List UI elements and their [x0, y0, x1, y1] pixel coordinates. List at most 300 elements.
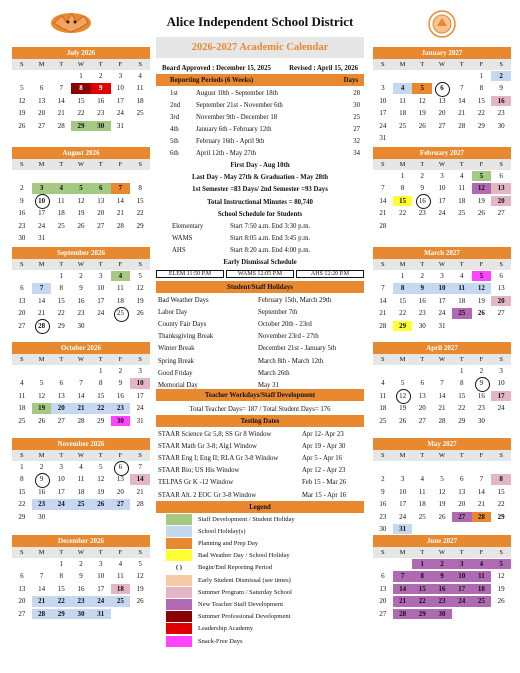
week-row: [12, 82, 150, 94]
day-cell: [393, 366, 413, 376]
holiday-row: [156, 318, 364, 330]
day-cell: 21: [458, 109, 466, 118]
day-cell: [111, 321, 131, 331]
day-cell: 2: [420, 172, 425, 180]
day-cell: 17: [438, 296, 446, 305]
day-cell: 4: [51, 183, 71, 193]
day-cell: 5: [472, 171, 492, 181]
day-cell: 15: [97, 391, 105, 400]
weekday-label: W: [77, 161, 85, 168]
weekday-label: M: [38, 61, 45, 68]
day-cell: [373, 71, 393, 81]
day-cell: 28: [379, 221, 387, 230]
day-cell: 25: [399, 121, 407, 130]
day-cell: 15: [458, 391, 466, 400]
week-row: [373, 377, 511, 389]
legend-item: [156, 586, 364, 598]
day-cell: [432, 524, 452, 534]
day-cell: 6: [20, 284, 24, 293]
reporting-row: [156, 87, 364, 99]
day-cell: 11: [117, 572, 124, 581]
weekday-label: M: [399, 452, 406, 459]
day-cell: 22: [136, 209, 144, 218]
day-cell: 15: [399, 296, 407, 305]
day-cell: [130, 512, 150, 522]
day-cell: [452, 133, 472, 143]
day-cell: 22: [399, 309, 407, 318]
day-cell: 19: [136, 296, 144, 305]
legend-item: [156, 623, 364, 635]
day-cell: 6: [39, 84, 44, 93]
day-cell: 1: [79, 72, 83, 80]
revised-date: Revised : April 15, 2026: [289, 64, 358, 72]
test-window: Apr 12 - Apr 23: [302, 467, 346, 475]
day-cell: 17: [97, 584, 105, 593]
weekday-label: S: [20, 261, 24, 268]
day-cell: 9: [432, 571, 452, 581]
weekday-label: S: [138, 356, 142, 363]
day-cell: 14: [116, 196, 124, 205]
day-cell: 12: [77, 196, 85, 205]
day-cell: 8: [400, 184, 405, 193]
day-cell: 26: [38, 416, 46, 425]
period-days: 27: [353, 125, 360, 133]
day-cell: 14: [130, 474, 150, 484]
day-cell: 3: [98, 560, 103, 568]
legend-swatch: ( ): [166, 562, 192, 573]
weekday-label: F: [118, 261, 123, 268]
weekday-label: W: [77, 261, 85, 268]
holiday-row: [156, 331, 364, 343]
week-row: [12, 461, 150, 473]
weekday-label: T: [98, 61, 103, 68]
day-cell: 28: [458, 121, 466, 130]
weekday-label: S: [499, 452, 503, 459]
day-cell: 24: [399, 512, 407, 521]
weekday-label: T: [59, 549, 64, 556]
day-cell: 5: [20, 84, 24, 93]
day-cell: 8: [138, 184, 142, 193]
reporting-row: [156, 111, 364, 123]
day-cell: 9: [79, 284, 83, 293]
day-cell: 8: [71, 83, 91, 93]
day-cell: 2: [79, 560, 83, 568]
day-cell: 9: [420, 184, 425, 193]
weekday-label: T: [420, 161, 425, 168]
holidays-header: Student/Staff Holidays: [156, 281, 364, 293]
day-cell: 10: [57, 475, 65, 484]
month-calendar: [373, 47, 511, 144]
day-cell: 31: [393, 524, 413, 534]
day-cell: 26: [136, 597, 144, 606]
day-cell: 9: [381, 487, 385, 496]
day-cell: 20: [116, 487, 124, 496]
month-calendar: [12, 247, 150, 332]
month-name: September 2026: [12, 247, 150, 259]
legend-item: [156, 635, 364, 647]
weekday-label: S: [381, 452, 385, 459]
day-cell: 30: [477, 416, 485, 425]
early-dismissal-times: [156, 268, 364, 279]
weekday-label: F: [118, 549, 123, 556]
day-cell: 3: [32, 183, 52, 193]
day-cell: 5: [472, 271, 492, 281]
schedule-title: School Schedule for Students: [217, 210, 303, 218]
weekday-header: [373, 450, 511, 461]
day-cell: [452, 71, 472, 81]
day-cell: [51, 71, 71, 81]
week-row: [12, 595, 150, 607]
day-cell: 8: [412, 571, 432, 581]
week-row: [373, 70, 511, 82]
month-calendar: [373, 147, 511, 232]
day-cell: [32, 171, 52, 181]
day-cell: 18: [18, 404, 26, 413]
day-cell: 4: [420, 475, 425, 484]
day-cell: 11: [399, 96, 406, 105]
day-cell: 18: [379, 404, 387, 413]
day-cell: [12, 271, 32, 281]
day-cell: 12: [136, 284, 144, 293]
day-cell: 24: [91, 596, 111, 606]
day-cell: [491, 462, 511, 472]
day-cell: [71, 366, 91, 376]
semester-days: 1st Semester =83 Days/ 2nd Semester =93 Days: [192, 185, 328, 193]
test-name: STAAR Bio; US His Window: [158, 467, 240, 475]
holiday-dates: March 26th: [258, 369, 290, 377]
week-row: [373, 207, 511, 219]
day-cell: 28: [77, 416, 85, 425]
period-number: 2nd: [170, 101, 181, 109]
day-cell: [393, 559, 413, 569]
weekday-header: [373, 547, 511, 558]
legend-item: [156, 525, 364, 537]
week-row: [373, 415, 511, 427]
day-cell: 11: [57, 196, 65, 205]
day-cell: 24: [452, 596, 472, 606]
weekday-label: W: [77, 356, 85, 363]
test-name: STAAR Eng I; Eng II; RLA Gr 3-8 Window: [158, 454, 279, 462]
day-cell: 18: [458, 296, 466, 305]
day-cell: 23: [418, 309, 426, 318]
legend-swatch: [166, 599, 192, 610]
week-row: [373, 461, 511, 473]
day-cell: 28: [32, 321, 52, 331]
week-row: [12, 232, 150, 244]
day-cell: [373, 271, 393, 281]
weekday-header: [12, 547, 150, 558]
week-row: [12, 390, 150, 402]
day-cell: 6: [59, 379, 64, 388]
weekday-label: S: [138, 452, 142, 459]
school-times: Start 8:05 a.m. End 3:45 p.m.: [230, 234, 311, 242]
week-row: [373, 473, 511, 485]
day-cell: 27: [497, 209, 505, 218]
day-cell: 12: [393, 391, 413, 401]
day-cell: [91, 321, 111, 331]
day-cell: 26: [399, 416, 407, 425]
day-cell: 27: [57, 416, 65, 425]
day-cell: [393, 462, 413, 472]
district-logo: [48, 10, 94, 36]
day-cell: [111, 233, 131, 243]
day-cell: [111, 512, 131, 522]
day-cell: 14: [458, 96, 466, 105]
day-cell: 17: [136, 391, 144, 400]
weekday-label: S: [20, 161, 24, 168]
day-cell: [412, 71, 432, 81]
day-cell: 21: [379, 209, 387, 218]
weekday-label: T: [459, 161, 464, 168]
week-row: [12, 583, 150, 595]
test-name: STAAR Math Gr 3-8; Alg1 Window: [158, 442, 257, 450]
day-cell: 25: [71, 499, 91, 509]
day-cell: [452, 321, 472, 331]
day-cell: 18: [57, 209, 65, 218]
holiday-dates: May 31: [258, 381, 279, 389]
school-name: AHS: [172, 246, 186, 254]
day-cell: 13: [379, 584, 387, 593]
day-cell: 7: [381, 184, 385, 193]
day-cell: 22: [399, 209, 407, 218]
day-cell: 14: [57, 96, 65, 105]
holiday-name: County Fair Days: [158, 320, 207, 328]
legend-item: [156, 537, 364, 549]
week-row: [373, 220, 511, 232]
month-calendar: [12, 535, 150, 620]
day-cell: 1: [400, 172, 405, 180]
week-row: [373, 95, 511, 107]
month-name: August 2026: [12, 147, 150, 159]
legend-swatch: [166, 550, 192, 561]
week-row: [373, 270, 511, 282]
day-cell: 19: [477, 296, 485, 305]
weekday-label: W: [438, 61, 446, 68]
day-cell: 16: [77, 296, 85, 305]
day-cell: [491, 321, 511, 331]
day-cell: 19: [97, 487, 105, 496]
day-cell: 13: [438, 96, 446, 105]
holiday-dates: February 15th, March 29th: [258, 296, 332, 304]
weekday-label: M: [38, 161, 45, 168]
day-cell: 20: [491, 296, 511, 306]
weekday-label: F: [118, 356, 123, 363]
day-cell: [393, 221, 413, 231]
day-cell: 1: [479, 72, 484, 80]
day-cell: [373, 559, 393, 569]
day-cell: [472, 133, 492, 143]
day-cell: 9: [412, 283, 432, 293]
period-dates: August 10th - September 18th: [196, 89, 278, 97]
week-row: [12, 170, 150, 182]
day-cell: 20: [38, 109, 46, 118]
day-cell: 4: [111, 271, 131, 281]
day-cell: 16: [412, 196, 432, 206]
day-cell: 19: [497, 584, 505, 593]
day-cell: 12: [18, 96, 26, 105]
weekday-header: [12, 159, 150, 170]
day-cell: 15: [57, 296, 65, 305]
day-cell: 10: [97, 284, 105, 293]
day-cell: 12: [472, 283, 492, 293]
day-cell: 5: [440, 475, 444, 484]
day-cell: 29: [97, 416, 105, 425]
day-cell: [373, 366, 393, 376]
day-cell: 29: [71, 121, 91, 131]
legend-swatch: [166, 611, 192, 622]
day-cell: 28: [136, 500, 144, 509]
day-cell: 24: [379, 121, 387, 130]
day-cell: [373, 462, 393, 472]
day-cell: 24: [38, 221, 46, 230]
day-cell: 25: [57, 221, 65, 230]
week-row: [12, 365, 150, 377]
week-row: [373, 120, 511, 132]
legend-item: [156, 574, 364, 586]
month-name: June 2027: [373, 535, 511, 547]
period-number: 1st: [170, 89, 178, 97]
week-row: [12, 486, 150, 498]
month-calendar: [373, 535, 511, 620]
weekday-label: F: [479, 356, 484, 363]
day-cell: 26: [438, 512, 446, 521]
week-row: [373, 170, 511, 182]
day-cell: [32, 271, 52, 281]
day-cell: 29: [412, 609, 432, 619]
day-cell: 21: [477, 500, 485, 509]
day-cell: 22: [91, 403, 111, 413]
legend-label: Snack-Free Days: [198, 637, 243, 645]
weekday-label: M: [399, 356, 406, 363]
weekday-label: S: [20, 452, 24, 459]
day-cell: 28: [393, 609, 413, 619]
day-cell: [111, 171, 131, 181]
day-cell: 3: [499, 367, 503, 375]
test-name: STAAR Science Gr 5,8; SS Gr 8 Window: [158, 430, 272, 438]
week-row: [373, 107, 511, 119]
early-dismissal-title: Early Dismissal Schedule: [223, 259, 297, 266]
period-days: 30: [353, 101, 360, 109]
day-cell: 29: [477, 121, 485, 130]
day-cell: 10: [452, 571, 472, 581]
reporting-row: [156, 135, 364, 147]
day-cell: 8: [459, 379, 464, 388]
day-cell: 30: [432, 609, 452, 619]
weekday-label: M: [399, 161, 406, 168]
weekday-label: W: [77, 549, 85, 556]
legend-label: School Holiday(s): [198, 527, 246, 535]
day-cell: 4: [381, 379, 385, 388]
legend-label: New Teacher Staff Development: [198, 600, 284, 608]
period-days: 25: [353, 113, 360, 121]
day-cell: 3: [400, 475, 405, 484]
day-cell: 10: [438, 184, 446, 193]
day-cell: 19: [418, 109, 426, 118]
day-cell: 16: [116, 391, 124, 400]
day-cell: 6: [91, 183, 111, 193]
weekday-label: S: [138, 161, 142, 168]
legend-item: [156, 598, 364, 610]
day-cell: 22: [412, 596, 432, 606]
week-row: [12, 473, 150, 485]
school-name: Elementary: [172, 222, 204, 230]
day-cell: 7: [459, 84, 464, 93]
holiday-dates: September 7th: [258, 308, 298, 316]
day-cell: 4: [393, 83, 413, 93]
testing-row: [156, 477, 364, 489]
day-cell: 22: [458, 404, 466, 413]
weekday-label: M: [38, 452, 45, 459]
test-name: TELPAS Gr K -12 Window: [158, 479, 234, 487]
day-cell: 13: [18, 584, 26, 593]
reporting-row: [156, 99, 364, 111]
day-cell: 11: [77, 475, 85, 484]
weekday-label: F: [479, 161, 484, 168]
reporting-row: [156, 123, 364, 135]
day-cell: [452, 524, 472, 534]
day-cell: 16: [418, 296, 426, 305]
day-cell: 1: [59, 272, 64, 280]
day-cell: 12: [38, 391, 46, 400]
weekday-label: T: [459, 452, 464, 459]
day-cell: 1: [400, 272, 405, 280]
day-cell: 15: [18, 487, 26, 496]
month-calendar: [12, 438, 150, 523]
legend-swatch: [166, 636, 192, 647]
day-cell: 24: [51, 499, 71, 509]
day-cell: [432, 366, 452, 376]
weekday-label: F: [479, 452, 484, 459]
schedule-row: [156, 244, 364, 256]
weekday-label: F: [118, 161, 123, 168]
weekday-header: [373, 259, 511, 270]
day-cell: 22: [77, 109, 85, 118]
weekday-label: S: [138, 61, 142, 68]
day-cell: 8: [20, 475, 24, 484]
day-cell: 12: [438, 487, 446, 496]
day-cell: 7: [138, 463, 142, 471]
test-window: Apr 5 - Apr 16: [302, 454, 343, 462]
period-dates: November 9th - December 18: [196, 113, 278, 121]
day-cell: [412, 221, 432, 231]
day-cell: 6: [432, 83, 452, 93]
day-cell: 2: [39, 463, 44, 471]
day-cell: 20: [379, 597, 387, 606]
day-cell: 8: [59, 284, 64, 293]
holiday-dates: December 21st - January 5th: [258, 345, 337, 353]
day-cell: [71, 512, 91, 522]
day-cell: 27: [18, 609, 26, 618]
day-cell: 6: [420, 379, 425, 388]
legend-swatch: [166, 575, 192, 586]
day-cell: 30: [71, 609, 91, 619]
day-cell: [71, 233, 91, 243]
day-cell: 5: [412, 83, 432, 93]
day-cell: [472, 524, 492, 534]
day-cell: 10: [116, 84, 124, 93]
day-cell: 20: [18, 597, 26, 606]
week-row: [12, 511, 150, 523]
day-cell: 23: [97, 109, 105, 118]
period-dates: September 21st - November 6th: [196, 101, 283, 109]
day-cell: [472, 609, 492, 619]
day-cell: 23: [432, 596, 452, 606]
day-cell: 27: [438, 121, 446, 130]
day-cell: 13: [458, 487, 466, 496]
weekday-label: T: [420, 356, 425, 363]
day-cell: [12, 366, 32, 376]
day-cell: 12: [136, 572, 144, 581]
